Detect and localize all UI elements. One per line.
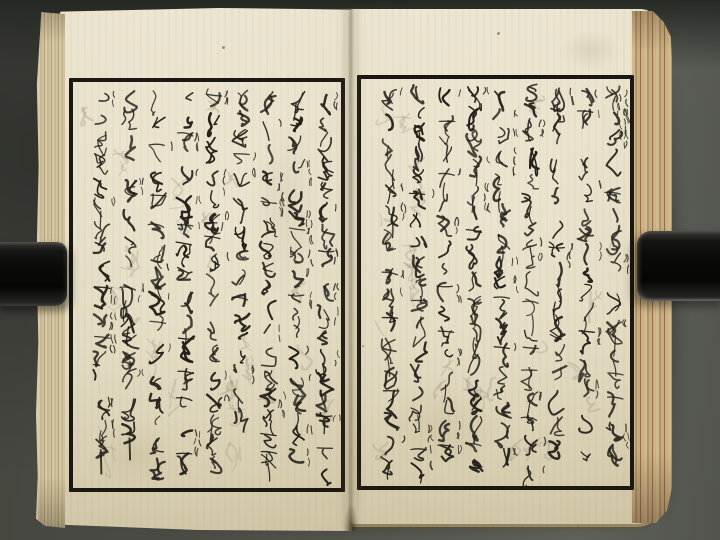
foxing-speck — [222, 46, 225, 49]
left-page-holder-clip — [0, 242, 67, 306]
left-page-border-frame — [69, 78, 345, 492]
right-page-holder-clip — [637, 231, 720, 301]
foxing-speck — [497, 32, 500, 35]
right-page-text-block — [361, 79, 630, 486]
book-gutter — [338, 8, 364, 531]
right-page-border-frame — [357, 75, 634, 490]
left-page-text-block — [73, 82, 341, 488]
